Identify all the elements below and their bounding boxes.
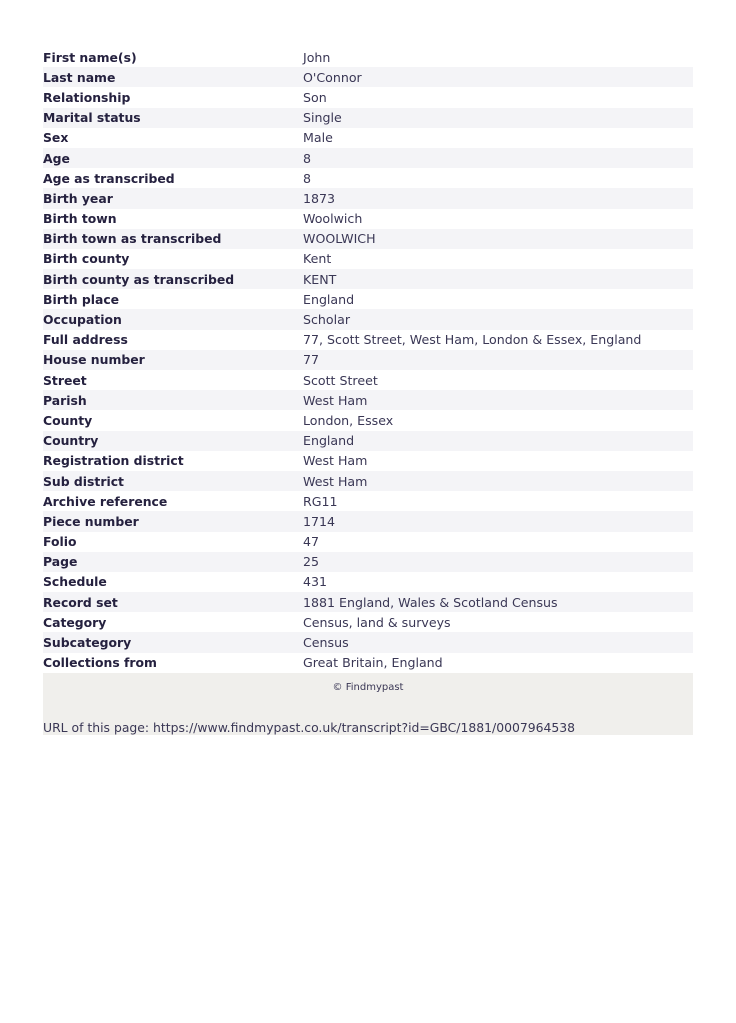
field-label: Marital status bbox=[43, 110, 141, 126]
field-label: Age as transcribed bbox=[43, 170, 175, 186]
record-row bbox=[43, 410, 693, 430]
record-row bbox=[43, 451, 693, 471]
record-row bbox=[43, 390, 693, 410]
record-row bbox=[43, 67, 693, 87]
field-value: 1873 bbox=[303, 190, 336, 206]
record-row bbox=[43, 653, 693, 673]
field-value: England bbox=[303, 291, 355, 307]
field-value: Census, land & surveys bbox=[303, 614, 451, 630]
record-row bbox=[43, 229, 693, 249]
record-row bbox=[43, 511, 693, 531]
field-value: Census bbox=[303, 635, 349, 651]
footer bbox=[43, 673, 693, 735]
field-label: Last name bbox=[43, 69, 116, 85]
field-label: Country bbox=[43, 433, 99, 449]
field-value: 77, Scott Street, West Ham, London & Essex, England bbox=[303, 332, 642, 348]
field-value: Great Britain, England bbox=[303, 655, 443, 671]
field-value: England bbox=[303, 433, 355, 449]
field-label: Archive reference bbox=[43, 493, 168, 509]
field-value: Woolwich bbox=[303, 211, 363, 227]
field-label: Age bbox=[43, 150, 70, 166]
field-label: First name(s) bbox=[43, 49, 137, 65]
field-value: 1714 bbox=[303, 513, 336, 529]
field-value: 1881 England, Wales & Scotland Census bbox=[303, 594, 558, 610]
field-label: House number bbox=[43, 352, 145, 368]
field-value: Scott Street bbox=[303, 372, 378, 388]
field-value: Kent bbox=[303, 251, 332, 267]
record-row bbox=[43, 249, 693, 269]
field-label: Folio bbox=[43, 534, 77, 550]
field-label: Collections from bbox=[43, 655, 157, 671]
field-value: West Ham bbox=[303, 392, 368, 408]
field-value: Son bbox=[303, 89, 327, 105]
field-value: London, Essex bbox=[303, 412, 394, 428]
field-label: Occupation bbox=[43, 312, 122, 328]
field-label: Sex bbox=[43, 130, 69, 146]
record-row bbox=[43, 108, 693, 128]
field-label: Page bbox=[43, 554, 78, 570]
field-value: 8 bbox=[303, 170, 312, 186]
field-label: Sub district bbox=[43, 473, 124, 489]
record-row bbox=[43, 209, 693, 229]
field-value: Scholar bbox=[303, 312, 350, 328]
record-row bbox=[43, 87, 693, 107]
field-label: County bbox=[43, 412, 93, 428]
field-label: Record set bbox=[43, 594, 118, 610]
field-label: Schedule bbox=[43, 574, 107, 590]
field-label: Category bbox=[43, 614, 107, 630]
record-row bbox=[43, 632, 693, 652]
copyright-text: © Findmypast bbox=[332, 682, 404, 693]
record-row bbox=[43, 289, 693, 309]
record-row bbox=[43, 168, 693, 188]
field-value: 8 bbox=[303, 150, 312, 166]
field-label: Street bbox=[43, 372, 87, 388]
field-label: Subcategory bbox=[43, 635, 132, 651]
field-value: WOOLWICH bbox=[303, 231, 376, 247]
field-label: Birth place bbox=[43, 291, 120, 307]
record-row bbox=[43, 350, 693, 370]
field-value: 47 bbox=[303, 534, 320, 550]
record-row bbox=[43, 612, 693, 632]
field-label: Full address bbox=[43, 332, 128, 348]
field-value: O'Connor bbox=[303, 69, 362, 85]
field-label: Birth town as transcribed bbox=[43, 231, 222, 247]
field-label: Birth town bbox=[43, 211, 117, 227]
field-value: West Ham bbox=[303, 473, 368, 489]
field-value: 431 bbox=[303, 574, 328, 590]
record-row bbox=[43, 491, 693, 511]
field-label: Registration district bbox=[43, 453, 184, 469]
field-label: Birth year bbox=[43, 190, 113, 206]
field-value: Single bbox=[303, 110, 342, 126]
record-row bbox=[43, 471, 693, 491]
record-row bbox=[43, 309, 693, 329]
record-row bbox=[43, 431, 693, 451]
record-row bbox=[43, 269, 693, 289]
field-value: 25 bbox=[303, 554, 320, 570]
record-row bbox=[43, 330, 693, 350]
record-row bbox=[43, 592, 693, 612]
record-row bbox=[43, 128, 693, 148]
field-value: RG11 bbox=[303, 493, 338, 509]
field-label: Relationship bbox=[43, 89, 131, 105]
field-label: Parish bbox=[43, 392, 87, 408]
page-url-text: URL of this page: https://www.findmypast.co.uk/transcript?id=GBC/1881/0007964538 bbox=[43, 720, 576, 735]
record-row bbox=[43, 148, 693, 168]
field-value: John bbox=[303, 49, 331, 65]
field-label: Birth county bbox=[43, 251, 130, 267]
record-row bbox=[43, 532, 693, 552]
field-value: 77 bbox=[303, 352, 320, 368]
transcript-table bbox=[43, 47, 693, 673]
field-value: Male bbox=[303, 130, 333, 146]
field-value: KENT bbox=[303, 271, 337, 287]
field-label: Piece number bbox=[43, 513, 139, 529]
record-row bbox=[43, 188, 693, 208]
record-row bbox=[43, 370, 693, 390]
record-row bbox=[43, 47, 693, 67]
field-value: West Ham bbox=[303, 453, 368, 469]
record-row bbox=[43, 552, 693, 572]
record-row bbox=[43, 572, 693, 592]
field-label: Birth county as transcribed bbox=[43, 271, 235, 287]
transcript-table-body bbox=[43, 47, 693, 673]
